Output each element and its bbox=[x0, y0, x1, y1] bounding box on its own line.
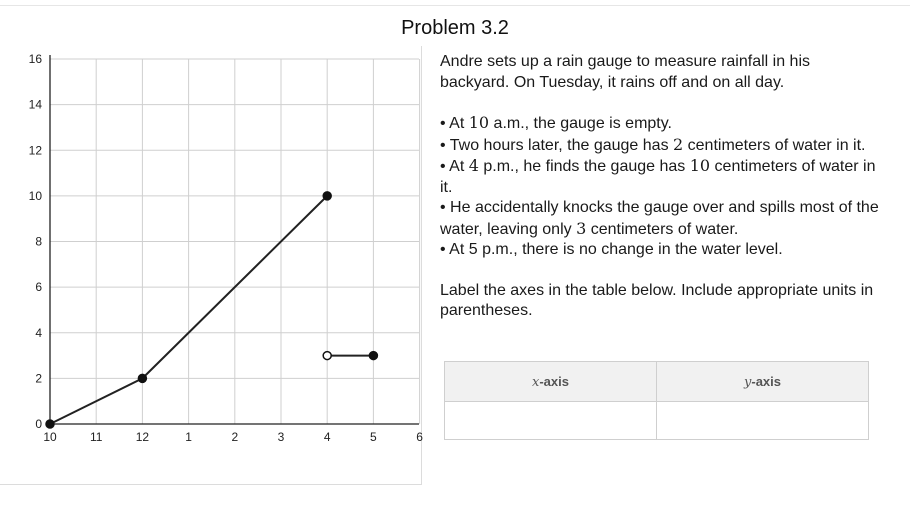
x-tick-label: 6 bbox=[416, 430, 423, 444]
y-tick-label: 16 bbox=[28, 52, 42, 66]
x-tick-label: 4 bbox=[323, 430, 331, 444]
bullet-text: • At bbox=[440, 115, 469, 132]
bullet-text: • At bbox=[440, 158, 469, 175]
x-variable: x bbox=[532, 374, 540, 390]
y-tick-label: 2 bbox=[35, 371, 42, 386]
bullet-item bbox=[440, 198, 880, 240]
bullet-number: 10 bbox=[468, 113, 490, 132]
bullet-item bbox=[440, 113, 880, 135]
x-axis-suffix: -axis bbox=[539, 373, 569, 389]
y-tick-label: 8 bbox=[35, 234, 42, 249]
data-point bbox=[323, 192, 331, 200]
x-tick-label: 10 bbox=[43, 430, 57, 444]
x-tick-label: 12 bbox=[135, 430, 150, 444]
graph-panel bbox=[0, 46, 422, 485]
bullet-item bbox=[440, 156, 880, 198]
y-tick-label: 4 bbox=[35, 325, 42, 340]
bullet-item bbox=[440, 240, 880, 261]
y-axis-header bbox=[657, 362, 869, 402]
y-tick-label: 14 bbox=[28, 97, 42, 112]
bullet-text: • He accidentally knocks the gauge over and spills most of the water, leaving only bbox=[440, 199, 879, 238]
bullet-list bbox=[440, 113, 880, 261]
bullet-text: • Two hours later, the gauge has bbox=[440, 136, 674, 154]
bullet-number: 3 bbox=[576, 218, 587, 238]
top-divider bbox=[0, 5, 910, 6]
y-tick-label: 12 bbox=[28, 143, 42, 158]
y-tick-label: 0 bbox=[35, 417, 42, 431]
y-axis-label-cell[interactable] bbox=[657, 402, 869, 440]
bullet-text: centimeters of water in it. bbox=[440, 158, 876, 196]
bullet-number: 10 bbox=[689, 156, 711, 175]
rain-gauge-graph bbox=[0, 46, 421, 484]
x-tick-label: 11 bbox=[89, 430, 103, 444]
data-point bbox=[46, 420, 54, 428]
bullet-text: • At 5 p.m., there is no change in the water level. bbox=[440, 241, 783, 258]
problem-text bbox=[440, 52, 880, 322]
open-data-point bbox=[323, 352, 331, 360]
bullet-text: centimeters of water in it. bbox=[683, 136, 866, 154]
x-axis-label-cell[interactable] bbox=[445, 402, 657, 440]
x-tick-label: 1 bbox=[185, 430, 192, 444]
bullet-item bbox=[440, 135, 880, 157]
axes-table bbox=[444, 361, 869, 440]
data-point bbox=[369, 352, 377, 360]
instruction-text: Label the axes in the table below. Include appropriate units in parentheses. bbox=[440, 281, 874, 319]
bullet-number: 4 bbox=[468, 156, 479, 175]
bullet-number: 2 bbox=[673, 134, 684, 154]
x-axis-header bbox=[445, 362, 657, 402]
y-variable: y bbox=[744, 374, 752, 390]
x-tick-label: 3 bbox=[277, 430, 285, 444]
page-title: Problem 3.2 bbox=[401, 17, 509, 39]
x-tick-label: 2 bbox=[231, 430, 239, 444]
bullet-text: a.m., the gauge is empty. bbox=[489, 115, 672, 132]
y-tick-label: 10 bbox=[28, 188, 42, 203]
axes-table-container bbox=[444, 361, 869, 440]
bullet-text: p.m., he finds the gauge has bbox=[478, 158, 690, 175]
y-axis-suffix: -axis bbox=[751, 373, 781, 389]
y-tick-label: 6 bbox=[35, 280, 42, 295]
bullet-text: centimeters of water. bbox=[586, 220, 739, 238]
data-point bbox=[138, 374, 146, 382]
x-tick-label: 5 bbox=[370, 430, 377, 444]
problem-intro: Andre sets up a rain gauge to measure rainfall in his backyard. On Tuesday, it rains off and on all day. bbox=[440, 53, 810, 91]
